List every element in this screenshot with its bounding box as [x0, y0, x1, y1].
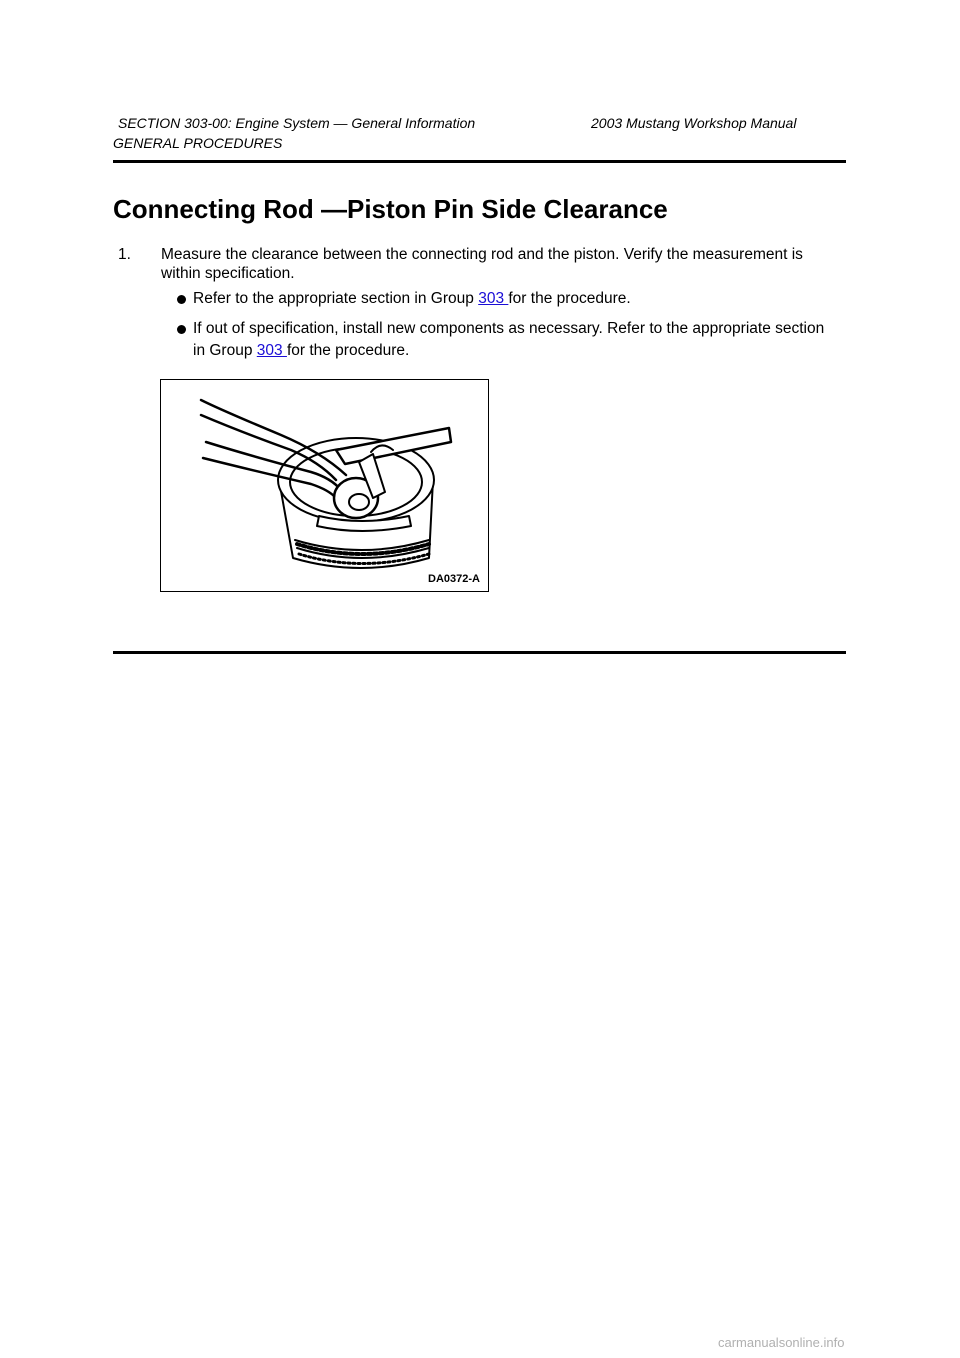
- footer-divider: [113, 651, 846, 654]
- bullet-text-end: for the procedure.: [286, 342, 410, 359]
- step-number: 1.: [118, 246, 131, 263]
- bullet-text-start: If out of specification, install new components as necessary. Refer to the appropriate section in Group: [193, 320, 825, 359]
- bullet-icon: [177, 295, 186, 304]
- bullet-icon: [177, 325, 186, 334]
- list-item: [193, 318, 833, 362]
- figure-id: DA0372-A: [428, 573, 480, 585]
- header-subsection: GENERAL PROCEDURES: [113, 135, 283, 151]
- page-title: Connecting Rod —Piston Pin Side Clearance: [113, 194, 668, 224]
- header-divider: [113, 160, 846, 163]
- header-section-title: SECTION 303-00: Engine System — General Information: [118, 115, 476, 131]
- piston-clearance-figure: [160, 379, 489, 592]
- watermark: carmanualsonline.info: [718, 1335, 845, 1350]
- list-item: [193, 288, 833, 310]
- bullet-text-end: for the procedure.: [508, 290, 631, 307]
- bullet-text-start: Refer to the appropriate section in Group: [193, 290, 479, 307]
- piston-illustration: [161, 380, 488, 591]
- step-text: Measure the clearance between the connecting rod and the piston. Verify the measurement is within specification.: [161, 246, 803, 282]
- group-303-link[interactable]: 303: [256, 342, 287, 359]
- group-303-link[interactable]: 303: [478, 290, 509, 307]
- header-manual-title: 2003 Mustang Workshop Manual: [591, 115, 797, 131]
